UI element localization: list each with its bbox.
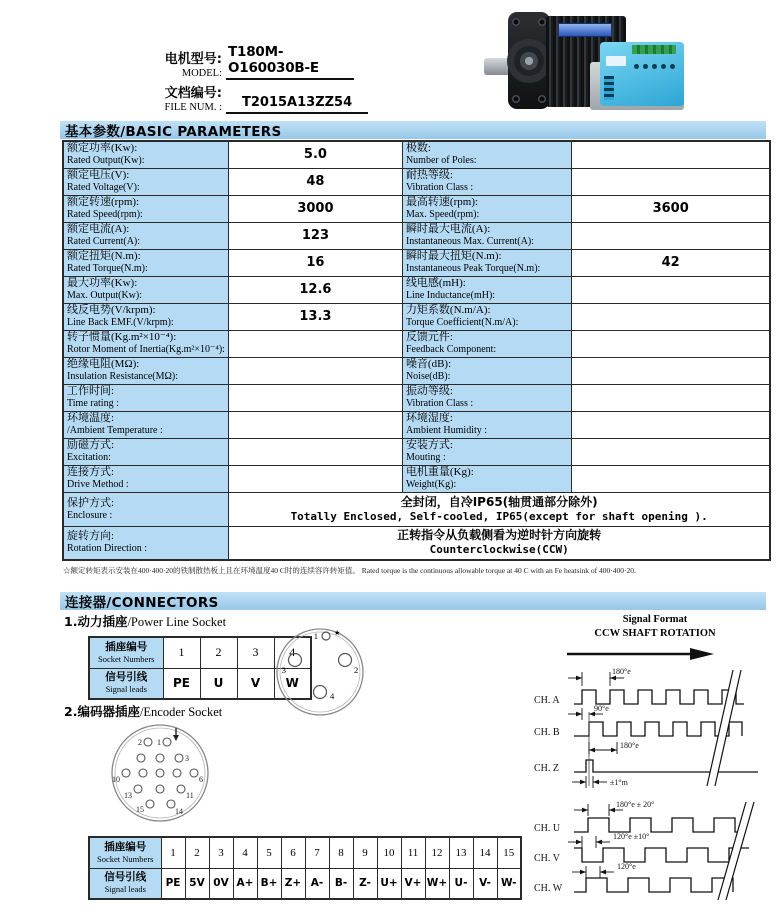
param-row	[63, 249, 770, 276]
param-value: 48	[228, 168, 402, 195]
param-label-cell	[402, 411, 571, 438]
param-label-cell	[63, 222, 228, 249]
signal-lead-cell: PE	[163, 668, 200, 699]
param-label-cell	[63, 526, 228, 560]
signal-leads-label: 信号引线 Signal leads	[89, 868, 161, 899]
param-row	[63, 465, 770, 492]
rotation-row	[63, 526, 770, 560]
param-row	[63, 438, 770, 465]
param-label-en: Line Back EMF.(V/krpm):	[67, 317, 174, 328]
encoder-pin	[139, 769, 147, 777]
socket-number-cell: 9	[353, 837, 377, 868]
socket-number-cell: 13	[449, 837, 473, 868]
param-label-cell	[63, 168, 228, 195]
param-label-cn: 额定电流(A):	[67, 223, 130, 235]
power-pin-1	[322, 632, 330, 640]
param-label-cn: 安装方式:	[405, 439, 453, 451]
signal-lead-cell: W-	[497, 868, 521, 899]
model-label-cn: 电机型号:	[164, 52, 222, 67]
param-label-en: Rated Current(A):	[67, 236, 141, 247]
param-row	[63, 330, 770, 357]
encoder-pin-label: 6	[199, 775, 203, 784]
socket-number-cell: 4	[233, 837, 257, 868]
enclosure-value	[228, 492, 770, 526]
param-value	[571, 276, 770, 303]
param-label-cn: 绝缘电阻(MΩ):	[67, 358, 140, 370]
param-label-en: Rated Output(Kw):	[67, 155, 145, 167]
param-label-cell	[402, 303, 571, 330]
param-label-cn: 瞬时最大电流(A):	[405, 223, 491, 235]
param-label-cn: 励磁方式:	[67, 439, 115, 451]
file-labels	[130, 86, 226, 114]
param-label-en: /Ambient Temperature :	[67, 425, 163, 436]
param-label-cn: 额定功率(Kw):	[67, 142, 138, 155]
param-value: 13.3	[228, 303, 402, 330]
param-label-cell	[63, 195, 228, 222]
waveform-a	[574, 690, 744, 704]
param-label-cn: 旋转方向:	[67, 530, 115, 543]
param-value	[228, 330, 402, 357]
param-label-cn: 额定扭矩(N.m):	[67, 250, 141, 262]
param-label-cn: 额定转速(rpm):	[67, 196, 140, 208]
param-label-en: Weight(Kg):	[405, 479, 457, 490]
encoder-pin	[173, 769, 181, 777]
waveform-z	[574, 760, 758, 772]
param-value	[571, 168, 770, 195]
param-label-en: Instantaneous Peak Torque(N.m):	[405, 263, 541, 274]
param-label-cn: 力矩系数(N.m/A):	[405, 304, 491, 316]
param-label-cn: 环境湿度:	[405, 412, 453, 424]
encoder-pin	[156, 754, 164, 762]
channel-label: CH. B	[534, 727, 560, 738]
param-row	[63, 141, 770, 168]
power-pin-3	[289, 654, 302, 667]
param-label-cell	[402, 195, 571, 222]
param-value	[571, 411, 770, 438]
param-value	[571, 141, 770, 168]
param-label-cn: 工作时间:	[67, 385, 115, 397]
rotation-value-cn: 正转指令从负载侧看为逆时针方向旋转	[397, 528, 602, 543]
encoder-pin-label: 3	[185, 754, 189, 763]
param-label-en: Time rating :	[67, 398, 119, 409]
param-row	[63, 384, 770, 411]
motor-flange	[508, 12, 550, 109]
annotation-w: 120°e	[617, 862, 636, 871]
encoder-socket-heading-cn: 2.编码器插座	[64, 704, 140, 719]
signal-lead-cell: U-	[449, 868, 473, 899]
annotation-z-1m: ±1°m	[610, 778, 628, 787]
param-row	[63, 195, 770, 222]
encoder-pin-label: 14	[175, 807, 183, 816]
file-row	[130, 86, 368, 114]
break-mark-top	[707, 670, 741, 786]
motor-nameplate	[558, 23, 612, 37]
waveform-u	[574, 818, 746, 832]
param-label-cell	[63, 303, 228, 330]
param-label-cell	[63, 492, 228, 526]
param-value	[228, 411, 402, 438]
param-label-en: Drive Method :	[67, 479, 129, 490]
param-label-cell	[402, 438, 571, 465]
param-label-en: Ambient Humidity :	[405, 425, 488, 436]
waveform-b	[574, 722, 742, 736]
param-value	[571, 303, 770, 330]
signal-lead-cell: B+	[257, 868, 281, 899]
socket-number-cell: 3	[237, 637, 274, 668]
encoder-pin-label: 11	[186, 791, 194, 800]
signal-lead-cell: W	[274, 668, 311, 699]
channel-label: CH. A	[534, 695, 560, 706]
param-label-en: Noise(dB):	[405, 371, 451, 382]
socket-number-cell: 10	[377, 837, 401, 868]
encoder-pin-label: 10	[112, 775, 120, 784]
annotation-v: 120°e ±10°	[613, 832, 650, 841]
socket-numbers-label: 插座编号 Socket Numbers	[89, 837, 161, 868]
encoder-pin	[156, 785, 164, 793]
channel-label: CH. U	[534, 823, 561, 834]
param-label-en: Vibration Class :	[405, 398, 474, 409]
param-value: 42	[571, 249, 770, 276]
signal-lead-cell: PE	[161, 868, 185, 899]
annotation-u: 180°e ± 20°	[616, 800, 655, 809]
param-label-cell	[402, 276, 571, 303]
signal-format-title: Signal Format	[622, 614, 688, 625]
param-label-cell	[402, 222, 571, 249]
signal-lead-cell: Z+	[281, 868, 305, 899]
socket-numbers-row	[89, 837, 521, 868]
encoder-pin	[137, 754, 145, 762]
param-row	[63, 411, 770, 438]
power-pin-4-label: 4	[330, 691, 335, 701]
param-label-en: Line Inductance(mH):	[405, 290, 496, 301]
bolt-hole	[512, 18, 520, 26]
param-label-en: Rotor Moment of Inertia(Kg.m²×10⁻⁴):	[67, 344, 225, 355]
param-label-cn: 最高转速(rpm):	[405, 196, 479, 208]
param-row	[63, 303, 770, 330]
encoder-pin-label: 2	[138, 738, 142, 747]
encoder-pin	[134, 785, 142, 793]
param-value	[228, 438, 402, 465]
power-pin-3-label: 3	[281, 665, 286, 675]
param-label-en: Max. Output(Kw):	[67, 290, 142, 301]
param-label-en: Instantaneous Max. Current(A):	[405, 236, 534, 247]
enclosure-value-cn: 全封闭，自冷IP65(轴贯通部分除外)	[400, 494, 598, 509]
annotation-b-90e: 90°e	[594, 704, 609, 713]
param-label-cell	[63, 384, 228, 411]
param-label-cell	[63, 465, 228, 492]
encoder-pin	[190, 769, 198, 777]
model-label-en: MODEL:	[181, 68, 222, 79]
encoder-pin-label: 13	[124, 791, 132, 800]
param-label-cn: 线电感(mH):	[405, 277, 466, 289]
param-label-en: Rated Torque(N.m):	[67, 263, 148, 274]
signal-lead-cell: B-	[329, 868, 353, 899]
doc-header	[130, 44, 368, 120]
param-label-cell	[402, 249, 571, 276]
param-label-en: Rated Speed(rpm):	[67, 209, 143, 220]
controller-vent	[604, 76, 614, 100]
param-label-en: Vibration Class :	[405, 182, 474, 193]
socket-number-cell: 12	[425, 837, 449, 868]
param-label-en: Max. Speed(rpm):	[405, 209, 480, 220]
annotation-b-180e: 180°e	[620, 741, 639, 750]
socket-number-cell: 2	[200, 637, 237, 668]
motor-hub	[507, 39, 551, 83]
power-pin-2-label: 2	[354, 665, 359, 675]
signal-lead-cell: Z-	[353, 868, 377, 899]
controller-box	[600, 42, 684, 106]
break-mark-bottom	[718, 802, 754, 900]
encoder-socket-table	[88, 836, 522, 900]
param-label-en: Rated Voltage(V):	[67, 182, 140, 193]
socket-number-cell: 11	[401, 837, 425, 868]
model-labels	[130, 52, 226, 80]
param-label-cell	[63, 249, 228, 276]
param-label-cell	[63, 330, 228, 357]
rated-torque-footnote: ☆额定转矩表示安装在400·400·20的铁制散热板上且在环境温度40 C时的连续容许转矩值。 Rated torque is the continuous allowable torque at 40 C with an Fe heatsink of 400·400·20.	[63, 566, 636, 575]
waveform-w	[574, 878, 733, 892]
bolt-hole	[538, 18, 546, 26]
rotation-value-en: Counterclockwise(CCW)	[429, 543, 569, 557]
param-label-cell	[63, 276, 228, 303]
param-value: 123	[228, 222, 402, 249]
param-label-cn: 噪音(dB):	[405, 358, 452, 370]
power-socket-heading-cn: 1.动力插座	[64, 614, 128, 629]
rotation-value	[228, 526, 770, 560]
signal-lead-cell: 5V	[185, 868, 209, 899]
param-value	[571, 222, 770, 249]
file-label-en: FILE NUM. :	[164, 102, 222, 113]
power-pin-1-label: 1	[313, 631, 318, 641]
section-basic-parameters: 基本参数/BASIC PARAMETERS	[60, 121, 766, 139]
param-label-en: Enclosure :	[67, 509, 113, 521]
param-label-cn: 保护方式:	[67, 496, 115, 509]
param-label-cn: 反馈元件:	[405, 331, 453, 343]
param-label-cell	[402, 168, 571, 195]
product-photo	[480, 4, 705, 116]
controller-leds	[634, 64, 675, 69]
param-label-cn: 线反电势(V/krpm):	[67, 304, 156, 316]
param-row	[63, 357, 770, 384]
encoder-pin	[175, 754, 183, 762]
param-value	[571, 465, 770, 492]
ccw-rotation-title: CCW SHAFT ROTATION	[594, 628, 716, 639]
signal-lead-cell: U+	[377, 868, 401, 899]
encoder-socket-heading	[64, 702, 222, 720]
param-value	[228, 465, 402, 492]
param-label-en: Insulation Resistance(MΩ):	[67, 371, 179, 382]
encoder-pin	[167, 800, 175, 808]
param-label-cn: 最大功率(Kw):	[67, 277, 138, 289]
param-label-cn: 耐热等级:	[405, 169, 453, 181]
signal-lead-cell: V	[237, 668, 274, 699]
file-value: T2015A13ZZ54	[226, 95, 368, 114]
param-value	[228, 384, 402, 411]
param-label-cn: 电机重量(Kg):	[405, 466, 474, 478]
signal-lead-cell: A+	[233, 868, 257, 899]
encoder-pin	[144, 738, 152, 746]
encoder-pin	[156, 769, 164, 777]
encoder-pin-label: 1	[157, 738, 161, 747]
param-label-en: Excitation:	[67, 452, 111, 463]
socket-number-cell: 1	[161, 837, 185, 868]
channel-label: CH. Z	[534, 763, 559, 774]
controller-label	[606, 56, 626, 66]
socket-number-cell: 6	[281, 837, 305, 868]
param-label-cell	[402, 384, 571, 411]
index-star-icon: ★	[334, 629, 341, 637]
socket-number-cell: 14	[473, 837, 497, 868]
section-connectors: 连接器/CONNECTORS	[60, 592, 766, 610]
param-label-cell	[402, 465, 571, 492]
socket-numbers-label: 插座编号 Socket Numbers	[89, 637, 163, 668]
param-row	[63, 276, 770, 303]
param-label-cell	[402, 141, 571, 168]
signal-lead-cell: U	[200, 668, 237, 699]
param-value	[571, 438, 770, 465]
encoder-pin	[146, 800, 154, 808]
encoder-pin-label: 15	[136, 805, 144, 814]
power-socket-diagram	[274, 622, 366, 720]
param-label-cell	[63, 141, 228, 168]
param-value	[571, 384, 770, 411]
power-pin-4	[314, 686, 327, 699]
power-socket-heading-en: /Power Line Socket	[127, 615, 227, 629]
socket-number-cell: 4	[274, 637, 311, 668]
annotation-a-180e: 180°e	[612, 667, 631, 676]
param-label-cell	[63, 438, 228, 465]
param-label-cn: 连接方式:	[67, 466, 115, 478]
signal-lead-cell: V-	[473, 868, 497, 899]
param-value: 3600	[571, 195, 770, 222]
enclosure-value-en: Totally Enclosed, Self-cooled, IP65(except for shaft opening ).	[290, 509, 708, 523]
model-row	[130, 44, 368, 80]
param-row	[63, 168, 770, 195]
signal-leads-label: 信号引线 Signal leads	[89, 668, 163, 699]
param-label-cell	[63, 411, 228, 438]
signal-format-diagram	[512, 608, 772, 908]
socket-number-cell: 7	[305, 837, 329, 868]
param-value: 3000	[228, 195, 402, 222]
socket-number-cell: 1	[163, 637, 200, 668]
param-value: 12.6	[228, 276, 402, 303]
basic-parameters-table	[62, 140, 771, 561]
param-value	[228, 357, 402, 384]
signal-lead-cell: W+	[425, 868, 449, 899]
model-value: T180M-O160030B-E	[226, 44, 354, 80]
enclosure-row	[63, 492, 770, 526]
encoder-pin	[177, 785, 185, 793]
param-label-cn: 转子惯量(Kg.m²×10⁻⁴):	[67, 331, 177, 343]
socket-number-cell: 15	[497, 837, 521, 868]
bolt-hole	[512, 95, 520, 103]
param-label-cn: 额定电压(V):	[67, 169, 130, 181]
signal-lead-cell: 0V	[209, 868, 233, 899]
param-label-cn: 振动等级:	[405, 385, 453, 397]
encoder-socket-heading-en: /Encoder Socket	[139, 705, 223, 719]
encoder-socket-diagram	[104, 720, 216, 828]
channel-label: CH. V	[534, 853, 560, 864]
waveform-v	[574, 848, 749, 862]
signal-lead-cell: A-	[305, 868, 329, 899]
param-value	[571, 357, 770, 384]
socket-number-cell: 2	[185, 837, 209, 868]
socket-number-cell: 5	[257, 837, 281, 868]
encoder-pin	[122, 769, 130, 777]
param-label-en: Number of Poles:	[405, 155, 477, 167]
channel-label: CH. W	[534, 883, 563, 894]
param-label-cn: 瞬时最大扭矩(N.m):	[405, 250, 502, 262]
param-label-en: Mouting :	[405, 452, 446, 463]
signal-lead-cell: V+	[401, 868, 425, 899]
controller-terminal-block	[632, 45, 676, 54]
param-label-en: Feedback Component:	[405, 344, 497, 355]
param-label-cell	[63, 357, 228, 384]
param-label-en: Rotation Direction :	[67, 543, 147, 555]
power-pin-2	[339, 654, 352, 667]
param-value: 5.0	[228, 141, 402, 168]
param-label-cell	[402, 330, 571, 357]
param-label-cn: 环境温度:	[67, 412, 115, 424]
socket-number-cell: 8	[329, 837, 353, 868]
bolt-hole	[538, 95, 546, 103]
signal-leads-row	[89, 868, 521, 899]
param-label-cell	[402, 357, 571, 384]
file-label-cn: 文档编号:	[164, 86, 222, 101]
socket-number-cell: 3	[209, 837, 233, 868]
encoder-pin	[163, 738, 171, 746]
param-row	[63, 222, 770, 249]
param-label-cn: 极数:	[405, 142, 431, 155]
param-label-en: Torque Coefficient(N.m/A):	[405, 317, 519, 328]
param-value	[571, 330, 770, 357]
power-socket-heading	[64, 612, 226, 630]
param-value: 16	[228, 249, 402, 276]
rotation-direction-arrow	[567, 648, 714, 660]
